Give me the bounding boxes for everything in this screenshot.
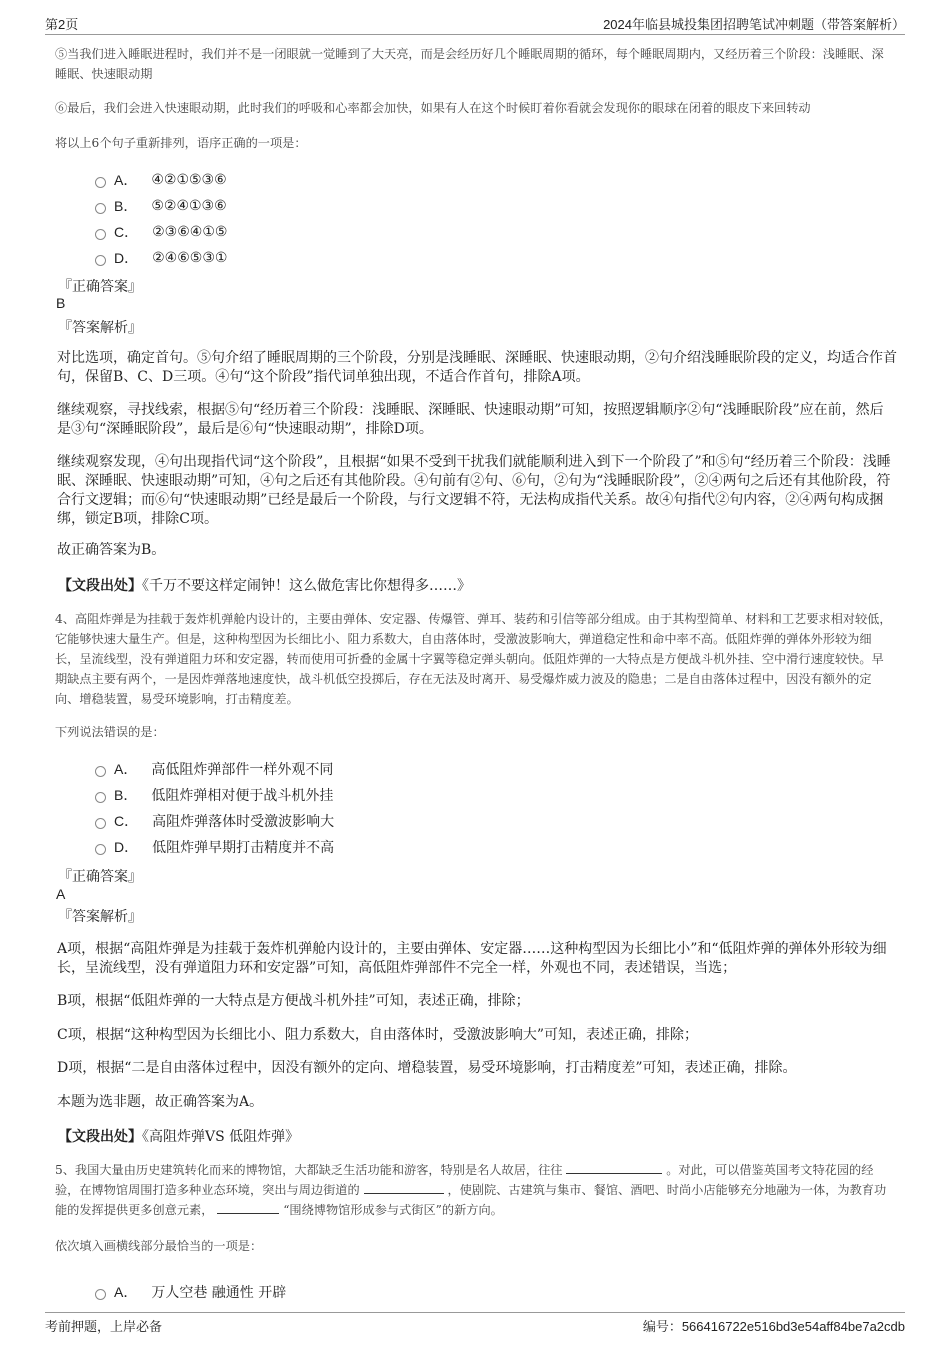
radio-button[interactable]	[95, 766, 106, 777]
fill-blank-3	[217, 1201, 279, 1214]
q3-source	[58, 575, 471, 595]
document-id: 编号：566416722e516bd3e54aff84be7a2cdb	[642, 1319, 905, 1334]
q5-text-4: “围绕博物馆形成参与式街区”的新方向。	[283, 1203, 503, 1217]
q4-analysis-1: A项，根据“高阻炸弹是为挂载于轰炸机弹舱内设计的，主要由弹体、安定器……这种构型因为长细比小”和“低阻炸弹的弹体外形较为细长，呈流线型，没有弹道阻力环和安定器”可知，高低阻炸弹部件不完全一样，外观也不同，表述错误，当选；	[57, 941, 887, 976]
option-text: ②④⑥⑤③①	[152, 250, 228, 266]
q3-analysis-4: 故正确答案为B。	[57, 542, 166, 558]
q4-option-d[interactable]: D． 低阻炸弹早期打击精度并不高	[95, 836, 334, 858]
radio-button[interactable]	[95, 818, 106, 829]
q3-analysis-3: 继续观察发现，④句出现指代词“这个阶段”，且根据“如果不受到干扰我们就能顺利进入到下一个阶段了”和⑤句“经历着三个阶段：浅睡眠、深睡眠、快速眼动期”可知，④句之后还有其他阶段。④句前有②句、⑥句，②句为“浅睡眠阶段”，②④两句之后还有其他阶段，符合行文逻辑；而⑥句“快速眼动期”已经是最后一个阶段，与行文逻辑不符，无法构成指代关系。故④句指代②句内容，②④两句构成捆绑，锁定B项，排除C项。	[57, 454, 891, 527]
footer-slogan: 考前押题，上岸必备	[45, 1320, 163, 1335]
q4-analysis-2: B项，根据“低阻炸弹的一大特点是方便战斗机外挂”可知，表述正确，排除；	[57, 993, 530, 1009]
q3-analysis-label: 『答案解析』	[58, 320, 142, 336]
q5-prompt: 依次填入画横线部分最恰当的一项是：	[55, 1239, 263, 1253]
q3-sentence-5: ⑤当我们进入睡眠进程时，我们并不是一闭眼就一觉睡到了大天亮，而是会经历好几个睡眠周期的循环，每个睡眠周期内，又经历着三个阶段：浅睡眠、深睡眠、快速眼动期	[55, 47, 884, 81]
page-header	[45, 14, 905, 35]
option-text: 低阻炸弹相对便于战斗机外挂	[151, 788, 334, 804]
radio-button[interactable]	[95, 229, 106, 240]
q4-option-a[interactable]: A． 高低阻炸弹部件一样外观不同	[95, 758, 333, 780]
option-text: 高低阻炸弹部件一样外观不同	[151, 762, 334, 778]
q4-source	[58, 1126, 299, 1146]
q4-analysis-4: D项，根据“二是自由落体过程中，因没有额外的定向、增稳装置，易受环境影响，打击精度差”可知，表述正确，排除。	[57, 1060, 797, 1076]
q5-text-2: 。对此，可以借鉴英国考文特花园的经验，在博物馆周围打造多种业态环境，突出与周边街道的	[55, 1163, 874, 1197]
q3-answer: B	[56, 295, 66, 311]
q3-option-c[interactable]: C． ②③⑥④①⑤	[95, 221, 227, 243]
option-text: ⑤②④①③⑥	[151, 198, 227, 214]
option-text: 万人空巷 融通性 开辟	[151, 1285, 287, 1301]
q5-option-a[interactable]: A． 万人空巷 融通性 开辟	[95, 1281, 286, 1303]
radio-button[interactable]	[95, 1289, 106, 1300]
option-text: 低阻炸弹早期打击精度并不高	[152, 840, 335, 856]
q3-option-b[interactable]: B． ⑤②④①③⑥	[95, 195, 227, 217]
option-text: ②③⑥④①⑤	[152, 224, 228, 240]
q3-analysis-2: 继续观察，寻找线索，根据⑤句“经历着三个阶段：浅睡眠、深睡眠、快速眼动期”可知，按照逻辑顺序②句“浅睡眠阶段”应在前，然后是③句“深睡眠阶段”，最后是⑥句“快速眼动期”，排除D项。	[57, 402, 884, 437]
page-number: 第2页	[45, 17, 79, 32]
q3-option-d[interactable]: D． ②④⑥⑤③①	[95, 247, 227, 269]
q3-prompt: 将以上6个句子重新排列，语序正确的一项是：	[55, 136, 307, 150]
q4-prompt: 下列说法错误的是：	[55, 725, 165, 739]
q5-text-3: ，使剧院、古建筑与集市、餐馆、酒吧、时尚小店能够充分地融为一体，为教育功能的发挥提供更多创意元素，	[55, 1183, 887, 1217]
q4-analysis-label: 『答案解析』	[58, 909, 142, 925]
source-label: 【文段出处】	[58, 1129, 142, 1145]
q4-option-c[interactable]: C． 高阻炸弹落体时受激波影响大	[95, 810, 334, 832]
q4-option-b[interactable]: B． 低阻炸弹相对便于战斗机外挂	[95, 784, 333, 806]
fill-blank-1	[566, 1161, 662, 1174]
source-label: 【文段出处】	[58, 578, 142, 594]
q4-answer-label: 『正确答案』	[58, 869, 142, 885]
q3-analysis-1: 对比选项，确定首句。⑤句介绍了睡眠周期的三个阶段，分别是浅睡眠、深睡眠、快速眼动期，②句介绍浅睡眠阶段的定义，均适合作首句，保留B、C、D三项。④句“这个阶段”指代词单独出现，不适合作首句，排除A项。	[57, 350, 897, 385]
radio-button[interactable]	[95, 255, 106, 266]
q3-option-a[interactable]: A． ④②①⑤③⑥	[95, 169, 227, 191]
q5-passage	[55, 1160, 895, 1220]
source-title: 《高阻炸弹VS 低阻炸弹》	[142, 1129, 300, 1145]
source-title: 《千万不要这样定闹钟！这么做危害比你想得多……》	[142, 578, 471, 594]
page-footer	[45, 1312, 905, 1333]
q3-sentence-6: ⑥最后，我们会进入快速眼动期，此时我们的呼吸和心率都会加快，如果有人在这个时候盯着你看就会发现你的眼球在闭着的眼皮下来回转动	[55, 101, 811, 115]
q3-answer-label: 『正确答案』	[58, 279, 142, 295]
radio-button[interactable]	[95, 844, 106, 855]
document-title: 2024年临县城投集团招聘笔试冲刺题（带答案解析）	[603, 17, 905, 32]
option-text: 高阻炸弹落体时受激波影响大	[152, 814, 335, 830]
radio-button[interactable]	[95, 177, 106, 188]
q4-answer: A	[56, 886, 66, 902]
radio-button[interactable]	[95, 792, 106, 803]
option-text: ④②①⑤③⑥	[151, 172, 227, 188]
q4-analysis-5: 本题为选非题，故正确答案为A。	[57, 1094, 264, 1110]
q4-passage: 4、高阻炸弹是为挂载于轰炸机弹舱内设计的，主要由弹体、安定器、传爆管、弹耳、装药和引信等部分组成。由于其构型简单、材料和工艺要求相对较低，它能够快速大量生产。但是，这种构型因为长细比小、阻力系数大，自由落体时，受激波影响大，弹道稳定性和命中率不高。低阻炸弹的弹体外形较为细长，呈流线型，没有弹道阻力环和安定器，转而使用可折叠的金属十字翼等稳定弹头朝向。低阻炸弹的一大特点是方便战斗机外挂、空中滑行速度较快。早期缺点主要有两个，一是因炸弹落地速度快，战斗机低空投掷后，存在无法及时离开、易受爆炸威力波及的隐患；二是自由落体过程中，因没有额外的定向、增稳装置，易受环境影响，打击精度差。	[55, 612, 892, 706]
q5-text-1: 5、我国大量由历史建筑转化而来的博物馆，大都缺乏生活功能和游客，特别是名人故居，往往	[55, 1163, 563, 1177]
fill-blank-2	[364, 1181, 444, 1194]
radio-button[interactable]	[95, 203, 106, 214]
q4-analysis-3: C项，根据“这种构型因为长细比小、阻力系数大，自由落体时，受激波影响大”可知，表述正确，排除；	[57, 1027, 699, 1043]
